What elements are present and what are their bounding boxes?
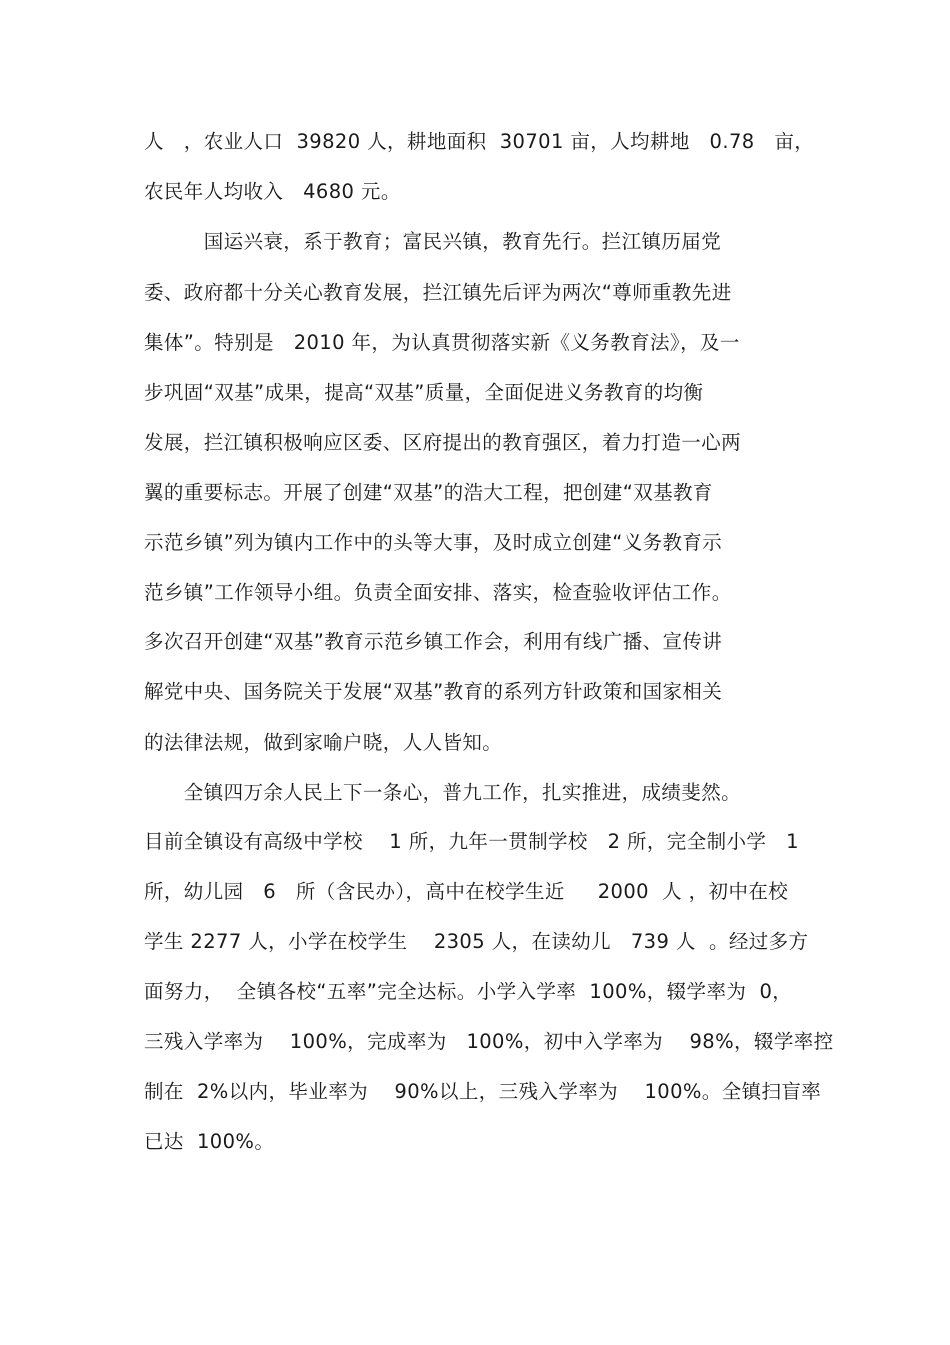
text-line: 发展，拦江镇积极响应区委、区府提出的教育强区，着力打造一心两	[144, 431, 742, 454]
text-line: 的法律法规，做到家喻户晓，人人皆知。	[144, 731, 503, 754]
text-line: 示范乡镇”列为镇内工作中的头等大事，及时成立创建“义务教育示	[144, 531, 723, 554]
text-line: 翼的重要标志。开展了创建“双基”的浩大工程，把创建“双基教育	[144, 481, 713, 504]
text-line: 解党中央、国务院关于发展“双基”教育的系列方针政策和国家相关	[144, 680, 723, 703]
text-line: 三残入学率为 100%，完成率为 100%，初中入学率为 98%，辍学率控	[144, 1030, 834, 1053]
text-line: 人 ，农业人口 39820 人，耕地面积 30701 亩，人均耕地 0.78 亩，	[144, 130, 815, 153]
text-line: 目前全镇设有高级中学校 1 所，九年一贯制学校 2 所，完全制小学 1	[144, 830, 799, 853]
text-line: 步巩固“双基”成果，提高“双基”质量，全面促进义务教育的均衡	[144, 381, 704, 404]
text-line: 已达 100%。	[144, 1130, 275, 1153]
text-line: 学生 2277 人，小学在校学生 2305 人，在读幼儿 739 人 。经过多方	[144, 930, 809, 953]
text-line: 范乡镇”工作领导小组。负责全面安排、落实，检查验收评估工作。	[144, 581, 732, 604]
text-line: 农民年人均收入 4680 元。	[144, 180, 401, 203]
text-line: 多次召开创建“双基”教育示范乡镇工作会，利用有线广播、宣传讲	[144, 630, 723, 653]
text-line: 国运兴衰，系于教育；富民兴镇，教育先行。拦江镇历届党	[144, 230, 722, 253]
text-line: 所，幼儿园 6 所（含民办），高中在校学生近 2000 人 ，初中在校	[144, 880, 789, 903]
text-line: 制在 2%以内，毕业率为 90%以上，三残入学率为 100%。全镇扫盲率	[144, 1080, 822, 1103]
text-line: 面努力， 全镇各校“五率”完全达标。小学入学率 100%，辍学率为 0，	[144, 980, 793, 1003]
text-line: 集体”。特别是 2010 年，为认真贯彻落实新《义务教育法》，及一	[144, 331, 740, 354]
text-line: 委、政府都十分关心教育发展，拦江镇先后评为两次“尊师重教先进	[144, 281, 732, 304]
text-line: 全镇四万余人民上下一条心，普九工作，扎实推进，成绩斐然。	[144, 781, 742, 804]
